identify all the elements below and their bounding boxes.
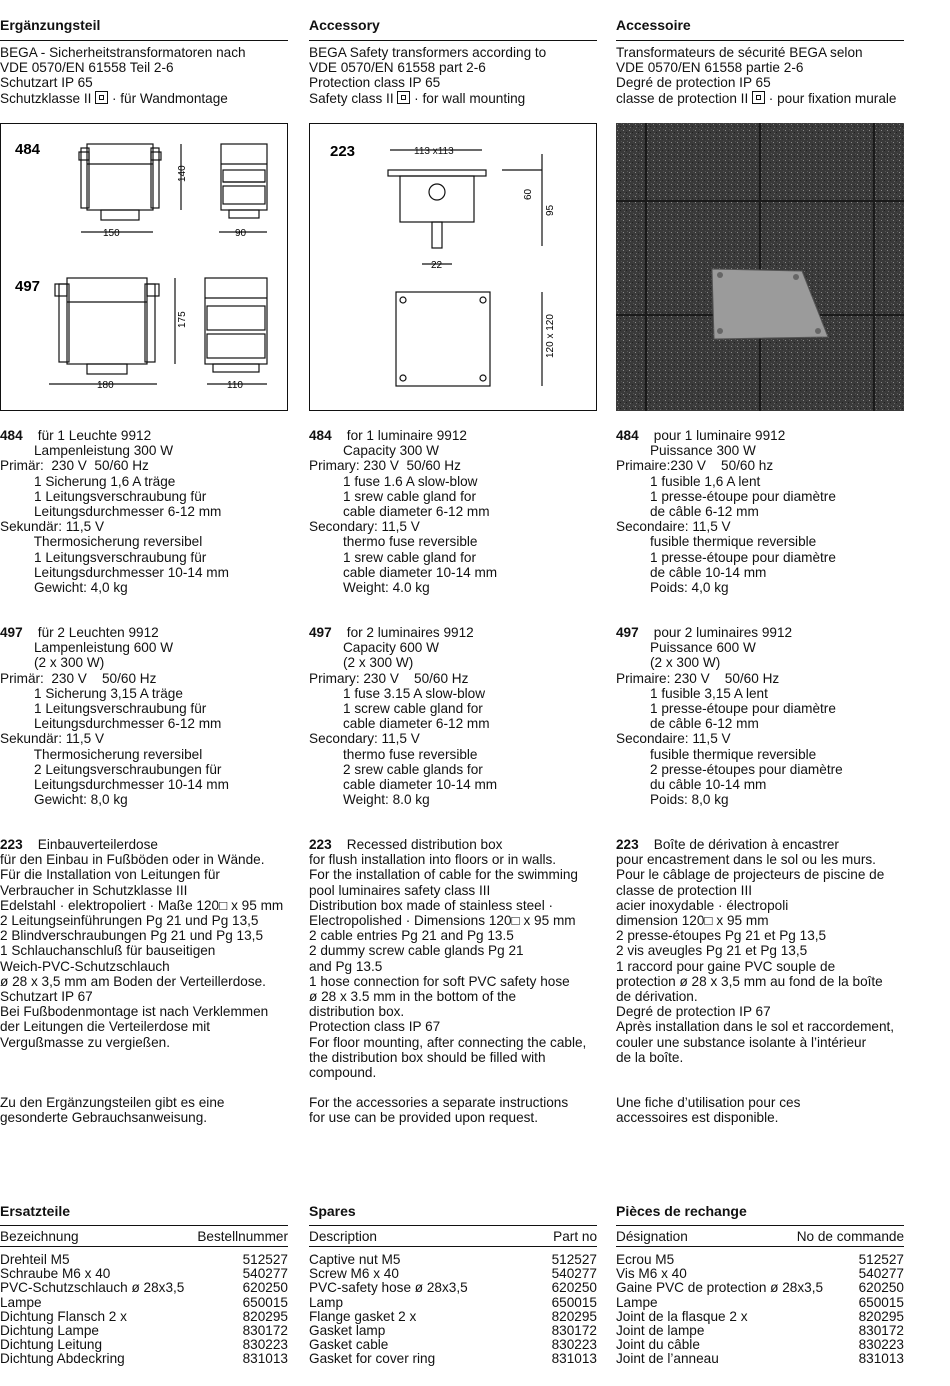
table-row: Joint de la flasque 2 x 820295 [616, 1308, 904, 1324]
table-row: Captive nut M5 512527 [309, 1252, 597, 1267]
table-row: Joint du câble 830223 [616, 1337, 904, 1353]
table-row: Lampe 650015 [0, 1294, 288, 1310]
table-row: Joint de lampe 830172 [616, 1322, 904, 1338]
spares-header-de: Ersatzteile [0, 1203, 71, 1219]
label-497: 497 [15, 278, 41, 295]
table-row: PVC-Schutzschlauch ø 28x3,5 620250 [0, 1280, 288, 1296]
spares-table-fr [616, 1229, 904, 1367]
table-header: Description Part no [309, 1229, 597, 1244]
section-header: Accessory [309, 17, 380, 33]
item-497-en: 497 for 2 luminaires 9912 Capacity 600 W (2 x 300 W) Primary: 230 V 50/60 Hz 1 fuse 3.15 A slow-blow 1 screw cable gland for cable diameter 6-12 mm Secondary: 11,5 V thermo fuse reversible 2 srew cable glands for cable diameter 10-14 mm Weight: 8.0 kg [309, 625, 498, 808]
spares-table-de [0, 1229, 288, 1367]
table-row: Gasket for cover ring 831013 [309, 1351, 597, 1367]
table-row: Gasket cable 830223 [309, 1337, 597, 1353]
table-row: Dichtung Flansch 2 x 820295 [0, 1308, 288, 1324]
table-row: Screw M6 x 40 540277 [309, 1266, 597, 1282]
drawing-distribution-box [309, 123, 597, 411]
table-row: Vis M6 x 40 540277 [616, 1266, 904, 1282]
label-223: 223 [330, 143, 356, 160]
dim-223-plate: 120 x 120 [545, 314, 556, 358]
table-row: Lamp 650015 [309, 1294, 597, 1310]
dim-497-w: 180 [97, 380, 114, 391]
divider [616, 1225, 904, 1226]
table-row: Joint de l’anneau 831013 [616, 1351, 904, 1367]
installed-box-photo [616, 123, 904, 411]
table-row: Schraube M6 x 40 540277 [0, 1266, 288, 1282]
item-223-de: 223 Einbauverteilerdose für den Einbau in Fußböden oder in Wände. Für die Installation von Leitungen für Verbraucher in Schutzklasse III Edelstahl · elektropoliert · Maße 120□ x 95 mm 2 Leitungseinführungen Pg 21 und Pg 13,5 2 Blindverschraubungen Pg 21 und Pg 13,5 1 Schlauchanschluß für bauseitigen Weich-PVC-Schutzschlauch ø 28 x 3,5 mm am Boden der Verteillerdose. Schutzart IP 67 Bei Fußbodenmontage ist nach Verklemmen der Leitungen die Verteilerdose mit Vergußmasse zu vergießen. [0, 837, 284, 1050]
distribution-box-diagram [310, 124, 596, 410]
divider [616, 40, 904, 41]
item-223-fr: 223 Boîte de dérivation à encastrer pour encastrement dans le sol ou les murs. Pour le câblage de projecteurs de piscine de classe de protection III acier inoxydable · électropoli dimension 120□ x 95 mm 2 presse-étoupes Pg 21 et Pg 13,5 2 vis aveugles Pg 21 et Pg 13,5 1 raccord pour gaine PVC souple de protection ø 28 x 3,5 mm au fond de la boîte de dérivation. Degré de protection IP 67 Après installation dans le sol et raccordement, couler une substance isolante à l’intérieur de la boîte. [616, 837, 895, 1065]
instructions-note-de: Zu den Ergänzungsteilen gibt es eine gesonderte Gebrauchsanweisung. [0, 1095, 225, 1126]
table-row: Gasket lamp 830172 [309, 1322, 597, 1338]
item-497-fr: 497 pour 2 luminaires 9912 Puissance 600 W (2 x 300 W) Primaire: 230 V 50/60 Hz 1 fusible 3,15 A lent 1 presse-étoupe pour diamètre de câble 6-12 mm Secondaire: 11,5 V fusible thermique reversible 2 presse-étoupes pour diamètre du câble 10-14 mm Poids: 8,0 kg [616, 625, 843, 808]
divider [309, 40, 597, 41]
instructions-note-fr: Une fiche d’utilisation pour ces accessoires est disponible. [616, 1095, 801, 1126]
table-row: Dichtung Abdeckring 831013 [0, 1351, 288, 1367]
dim-497-h: 175 [177, 311, 188, 328]
section-header: Accessoire [616, 17, 691, 33]
dim-223-pipe: 22 [431, 260, 443, 271]
divider [309, 1225, 597, 1226]
intro-text: BEGA - Sicherheitstransformatoren nach VDE 0570/EN 61558 Teil 2-6 Schutzart IP 65 Schutzklasse II · für Wandmontage [0, 45, 246, 106]
table-row: Drehteil M5 512527 [0, 1252, 288, 1267]
class-ii-icon [397, 91, 410, 104]
spares-header-fr: Pièces de rechange [616, 1203, 747, 1219]
intro-text: BEGA Safety transformers according to VDE 0570/EN 61558 part 2-6 Protection class IP 65 Safety class II · for wall mounting [309, 45, 547, 106]
item-497-de: 497 für 2 Leuchten 9912 Lampenleistung 600 W (2 x 300 W) Primär: 230 V 50/60 Hz 1 Sicherung 3,15 A träge 1 Leitungsverschraubung für Leitungsdurchmesser 6-12 mm Sekundär: 11,5 V Thermosicherung reversibel 2 Leitungsverschraubungen für Leitungsdurchmesser 10-14 mm Gewicht: 8,0 kg [0, 625, 229, 808]
dim-484-h: 140 [177, 165, 188, 182]
table-row: Dichtung Leitung 830223 [0, 1337, 288, 1353]
item-484-fr: 484 pour 1 luminaire 9912 Puissance 300 W Primaire:230 V 50/60 hz 1 fusible 1,6 A lent 1 presse-étoupe pour diamètre de câble 6-12 mm Secondaire: 11,5 V fusible thermique reversible 1 presse-étoupe pour diamètre de câble 10-14 mm Poids: 4,0 kg [616, 428, 836, 596]
drawing-transformers [0, 123, 288, 411]
dim-223-top: 113 x113 [414, 146, 454, 157]
intro-text: Transformateurs de sécurité BEGA selon VDE 0570/EN 61558 partie 2-6 Degré de protection IP 65 classe de protection II · pour fixation murale [616, 45, 897, 106]
item-223-en: 223 Recessed distribution box for flush installation into floors or in walls. For the installation of cable for the swimming pool luminaires safety class III Distribution box made of stainless steel · Electropolished · Dimensions 120□ x 95 mm 2 cable entries Pg 21 and Pg 13.5 2 dummy screw cable glands Pg 21 and Pg 13.5 1 hose connection for soft PVC safety hose ø 28 x 3.5 mm in the bottom of the distribution box. Protection class IP 67 For floor mounting, after connecting the cable, the distribution box should be filled with compound. [309, 837, 587, 1081]
table-header: Bezeichnung Bestellnummer [0, 1229, 288, 1244]
dim-223-h1: 60 [523, 188, 534, 200]
table-row: PVC-safety hose ø 28x3,5 620250 [309, 1280, 597, 1296]
dim-497-d: 110 [227, 380, 243, 391]
item-484-de: 484 für 1 Leuchte 9912 Lampenleistung 300 W Primär: 230 V 50/60 Hz 1 Sicherung 1,6 A träge 1 Leitungsverschraubung für Leitungsdurchmesser 6-12 mm Sekundär: 11,5 V Thermosicherung reversibel 1 Leitungsverschraubung für Leitungsdurchmesser 10-14 mm Gewicht: 4,0 kg [0, 428, 229, 596]
label-484: 484 [15, 141, 41, 158]
dim-484-w: 150 [103, 228, 120, 239]
divider [0, 1225, 288, 1226]
table-row: Dichtung Lampe 830172 [0, 1322, 288, 1338]
class-ii-icon [752, 91, 765, 104]
table-row: Ecrou M5 512527 [616, 1252, 904, 1267]
dim-484-d: 90 [235, 228, 247, 239]
table-row: Lampe 650015 [616, 1294, 904, 1310]
section-header: Ergänzungsteil [0, 17, 101, 33]
instructions-note-en: For the accessories a separate instructions for use can be provided upon request. [309, 1095, 569, 1126]
item-484-en: 484 for 1 luminaire 9912 Capacity 300 W Primary: 230 V 50/60 Hz 1 fuse 1.6 A slow-blow 1 srew cable gland for cable diameter 6-12 mm Secondary: 11,5 V thermo fuse reversible 1 srew cable gland for cable diameter 10-14 mm Weight: 4.0 kg [309, 428, 498, 596]
table-header: Désignation No de commande [616, 1229, 904, 1244]
table-row: Gaine PVC de protection ø 28x3,5 620250 [616, 1280, 904, 1296]
dim-223-h2: 95 [545, 204, 556, 216]
spares-table-en [309, 1229, 597, 1367]
class-ii-icon [95, 91, 108, 104]
transformer-diagram [1, 124, 287, 410]
divider [0, 40, 288, 41]
spares-header-en: Spares [309, 1203, 356, 1219]
table-row: Flange gasket 2 x 820295 [309, 1308, 597, 1324]
